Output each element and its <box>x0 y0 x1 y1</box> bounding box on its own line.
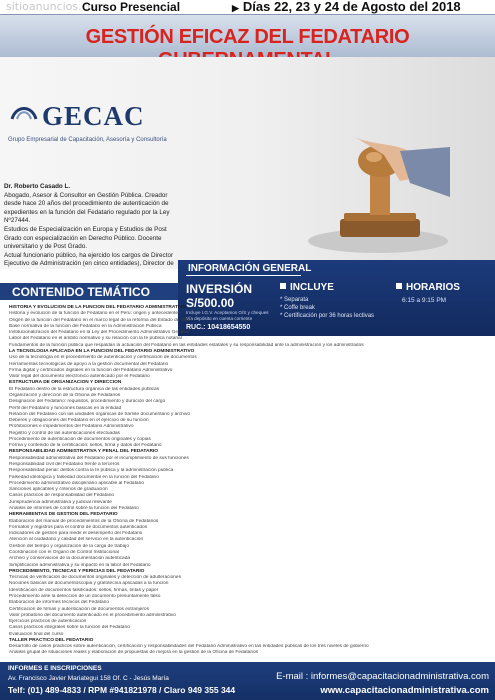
includes-heading <box>280 282 334 293</box>
course-type: Curso Presencial <box>82 0 181 14</box>
includes-label: INCLUYE <box>290 282 334 293</box>
ruc-number: RUC.: 10418654550 <box>186 324 251 331</box>
content-line: Casos prácticos integrales sobre la función del Fedatario <box>9 625 130 631</box>
footer-website-link[interactable]: www.capacitacionadministrativa.com <box>320 685 489 696</box>
content-line: Elaboración del manual de procedimientos de la Oficina de Fedatarios <box>9 518 159 524</box>
content-list <box>9 305 487 657</box>
footer-email[interactable]: E-mail : informes@capacitacionadministrativa.com <box>276 671 489 682</box>
content-line: Procedimiento administrativo disciplinario aplicable al Fedatario <box>9 480 144 486</box>
title-bar <box>0 14 495 58</box>
top-bar <box>0 0 495 13</box>
content-section-heading: RESPONSABILIDAD ADMINISTRATIVA Y PENAL DEL FEDATARIO <box>9 449 158 455</box>
content-title: CONTENIDO TEMÁTICO <box>12 285 150 299</box>
bio-paragraph: Estudios de Especialización en Europa y Estudios de Post Grado con especialización en Derecho Público. Docente universitario y de Post Grado. <box>4 225 167 251</box>
page-title: GESTIÓN EFICAZ DEL FEDATARIO <box>85 26 410 48</box>
footer-address: Av. Francisco Javier Mariategui 158 Of. C - Jesús María <box>8 675 169 682</box>
content-line: Coordinación con el Órgano de Control Institucional <box>9 549 119 555</box>
stamp-illustration-icon <box>300 137 450 257</box>
content-line: Base normativa de la función del Fedatario en la Administración Pública <box>9 323 162 329</box>
schedule-time: 6:15 a 9:15 PM <box>402 297 447 304</box>
content-line: Simplificación administrativa y su impacto en la labor del Fedatario <box>9 562 151 568</box>
content-line: Certificación de firmas y autenticación de documentos extranjeros <box>9 606 149 612</box>
footer-phone: Telf: (01) 489-4833 / RPM #941821978 / Claro 949 355 344 <box>8 685 236 695</box>
content-line: Identificación de documentos falsificados: sellos, firmas, tintas y papel <box>9 587 158 593</box>
content-line: Origen de la función del Fedatario en el marco legal de la reforma del Estado de 1990 <box>9 317 192 323</box>
investment-note: Incluye I.G.V. Aceptamos O/S y cheques <box>186 310 269 315</box>
logo-tagline: Grupo Empresarial de Capacitación, Asesoría y Consultoría <box>8 137 167 143</box>
content-section-heading: ESTRUCTURA DE ORGANIZACIÓN Y DIRECCIÓN <box>9 380 122 386</box>
content-line: Responsabilidad penal: delitos contra la fe pública y la administración pública <box>9 468 174 474</box>
content-line: Responsabilidad administrativa del Fedatario por el incumplimiento de sus funciones <box>9 455 189 461</box>
footer <box>0 662 495 700</box>
content-line: Valor probatorio del documento autenticado en el procedimiento administrativo <box>9 612 176 618</box>
content-line: Procedimiento de autenticación de documentos originales y copias <box>9 436 151 442</box>
square-bullet-icon <box>396 283 402 289</box>
content-line: Elaboración de informes técnicos del Fedatario <box>9 600 109 606</box>
investment-label: INVERSIÓN <box>186 282 253 296</box>
list-item: * Coffe break <box>280 305 315 311</box>
gecac-logo-icon <box>10 103 38 121</box>
content-line: Atención al ciudadano y calidad del servicio en la autenticación <box>9 537 144 543</box>
content-line: Registro y control de las autenticaciones efectuadas <box>9 430 120 436</box>
content-line: Sanciones aplicables y criterios de graduación <box>9 487 108 493</box>
content-line: Relación del Fedatario con las unidades orgánicas de trámite documentario y archivo <box>9 411 191 417</box>
hero-section <box>0 57 495 269</box>
instructor-name: Dr. Roberto Casado L. <box>4 183 71 190</box>
info-heading: INFORMACIÓN GENERAL <box>188 263 312 274</box>
content-line: Forma y contenido de la certificación: sellos, firma y datos del Fedatario <box>9 443 162 449</box>
gecac-logo <box>4 93 154 137</box>
content-line: Análisis grupal de situaciones reales y elaboración de propuestas de mejora en la gestión de la Oficina de Fedatarios <box>9 650 259 656</box>
include-item: Separata <box>284 297 309 303</box>
content-section-heading: LA TECNOLOGÍA APLICADA EN LA FUNCIÓN DEL FEDATARIO ADMINISTRATIVO <box>9 348 195 354</box>
dates-text: Días 22, 23 y 24 de Agosto del 2018 <box>242 0 461 14</box>
instructor-bio <box>4 183 174 269</box>
content-line: Análisis de informes de control sobre la función del Fedatario <box>9 506 139 511</box>
bio-paragraph: Abogado, Asesor & Consultor en Gestión Pública. Creador desde hace 20 años del procedimiento de autenticación de expedientes en la función del Fedatario regulado por la Ley Nº27444. <box>4 191 170 225</box>
content-line: Uso de la tecnología en el procedimiento de autenticación y certificación de documentos <box>9 355 197 361</box>
include-item: Certificación por 36 horas lectivas <box>284 313 375 319</box>
content-line: Técnicas de verificación de documentos originales y detección de adulteraciones <box>9 575 181 581</box>
investment-note: Vía depósito en cuenta corriente <box>186 316 253 322</box>
content-section-heading: HERRAMIENTAS DE GESTIÓN DEL FEDATARIO <box>9 512 118 518</box>
square-bullet-icon <box>280 283 286 289</box>
content-line: Perfil del Fedatario y funciones básicas en la entidad <box>9 405 122 411</box>
content-line: Institucionalización del Fedatario en la Ley del Procedimiento Administrativo General <box>9 330 189 336</box>
content-line: Jurisprudencia administrativa y judicial relevante <box>9 499 112 505</box>
content-line: Fundamentos de la función pública que respaldan la actuación del Fedatario en las entidades estatales y su responsabilidad ante la administración y los administrados <box>9 342 364 348</box>
content-line: Ejercicios prácticos de autenticación <box>9 619 87 625</box>
content-line: Indicadores de gestión para medir el desempeño del Fedatario <box>9 531 143 537</box>
content-line: Firma digital y certificados digitales en la función del Fedatario Administrativo <box>9 367 173 373</box>
content-line: Gestión del tiempo y organización de la carga de trabajo <box>9 543 129 549</box>
content-section-heading: TALLER PRÁCTICO DEL FEDATARIO <box>9 637 94 643</box>
bio-paragraph: Actual funcionario público, ha ejercido los cargos de Director Ejecutivo de Administración (en cinco entidades), Director de <box>4 251 174 268</box>
content-line: Historia y evolución de la función de Fedatario en el Perú: origen y antecedentes <box>9 311 181 317</box>
content-line: Valor legal del documento electrónico autenticado por el Fedatario <box>9 374 150 380</box>
list-item: * Separata <box>280 297 309 303</box>
content-section-heading: PROCEDIMIENTO, TÉCNICAS Y PERICIAS DEL FEDATARIO <box>9 568 145 574</box>
content-line: Archivo y conservación de la documentación autenticada <box>9 556 131 562</box>
schedule-heading <box>396 282 460 293</box>
logo-name: GECAC <box>42 101 145 131</box>
content-section-heading: HISTORIA Y EVOLUCIÓN DE LA FUNCIÓN DEL FEDATARIO ADMINISTRATIVO <box>9 305 187 310</box>
content-line: Herramientas tecnológicas de apoyo a la gestión documental del Fedatario <box>9 361 169 367</box>
content-line: Organización y dirección de la Oficina de Fedatarios <box>9 392 121 398</box>
content-line: Falsedad ideológica y falsedad documental en la función del Fedatario <box>9 474 159 480</box>
content-line: Evaluación final del curso <box>9 631 64 637</box>
content-line: Desarrollo de casos prácticos sobre autenticación, certificación y responsabilidades del Fedatario Administrativo en las entidades públicas de los tres niveles de gobierno <box>9 644 369 650</box>
content-line: El Fedatario dentro de la estructura orgánica de las entidades públicas <box>9 386 160 392</box>
include-item: Coffe break <box>284 305 315 311</box>
content-line: Formatos y registros para el control de documentos autenticados <box>9 524 148 530</box>
watermark: sitioanuncios.com <box>6 0 106 13</box>
content-line: Deberes y obligaciones del Fedatario en el ejercicio de su función <box>9 418 149 424</box>
content-line: Casos prácticos de responsabilidad del Fedatario <box>9 493 115 499</box>
content-title-bar <box>0 283 178 300</box>
content-line: Nociones básicas de documentoscopia y grafotecnia aplicadas a la función <box>9 581 169 587</box>
content-line: Designación del Fedatario: requisitos, procedimiento y duración del cargo <box>9 399 166 405</box>
content-line: Responsabilidad civil del Fedatario frente a terceros <box>9 462 120 468</box>
footer-heading: INFORMES E INSCRIPCIONES <box>8 665 102 672</box>
content-line: Prohibiciones e impedimentos del Fedatario Administrativo <box>9 424 134 430</box>
schedule-label: HORARIOS <box>406 282 460 293</box>
content-line: Procedimiento ante la detección de un documento presuntamente falso <box>9 593 161 599</box>
price: S/500.00 <box>186 296 235 310</box>
list-item: * Certificación por 36 horas lectivas <box>280 313 375 319</box>
content-line: Labor del Fedatario en el ámbito normativo y su relación con la fe pública notarial <box>9 336 182 342</box>
heading-underline <box>186 275 301 276</box>
triangle-icon: ▶ <box>232 3 239 13</box>
course-dates <box>232 0 461 14</box>
